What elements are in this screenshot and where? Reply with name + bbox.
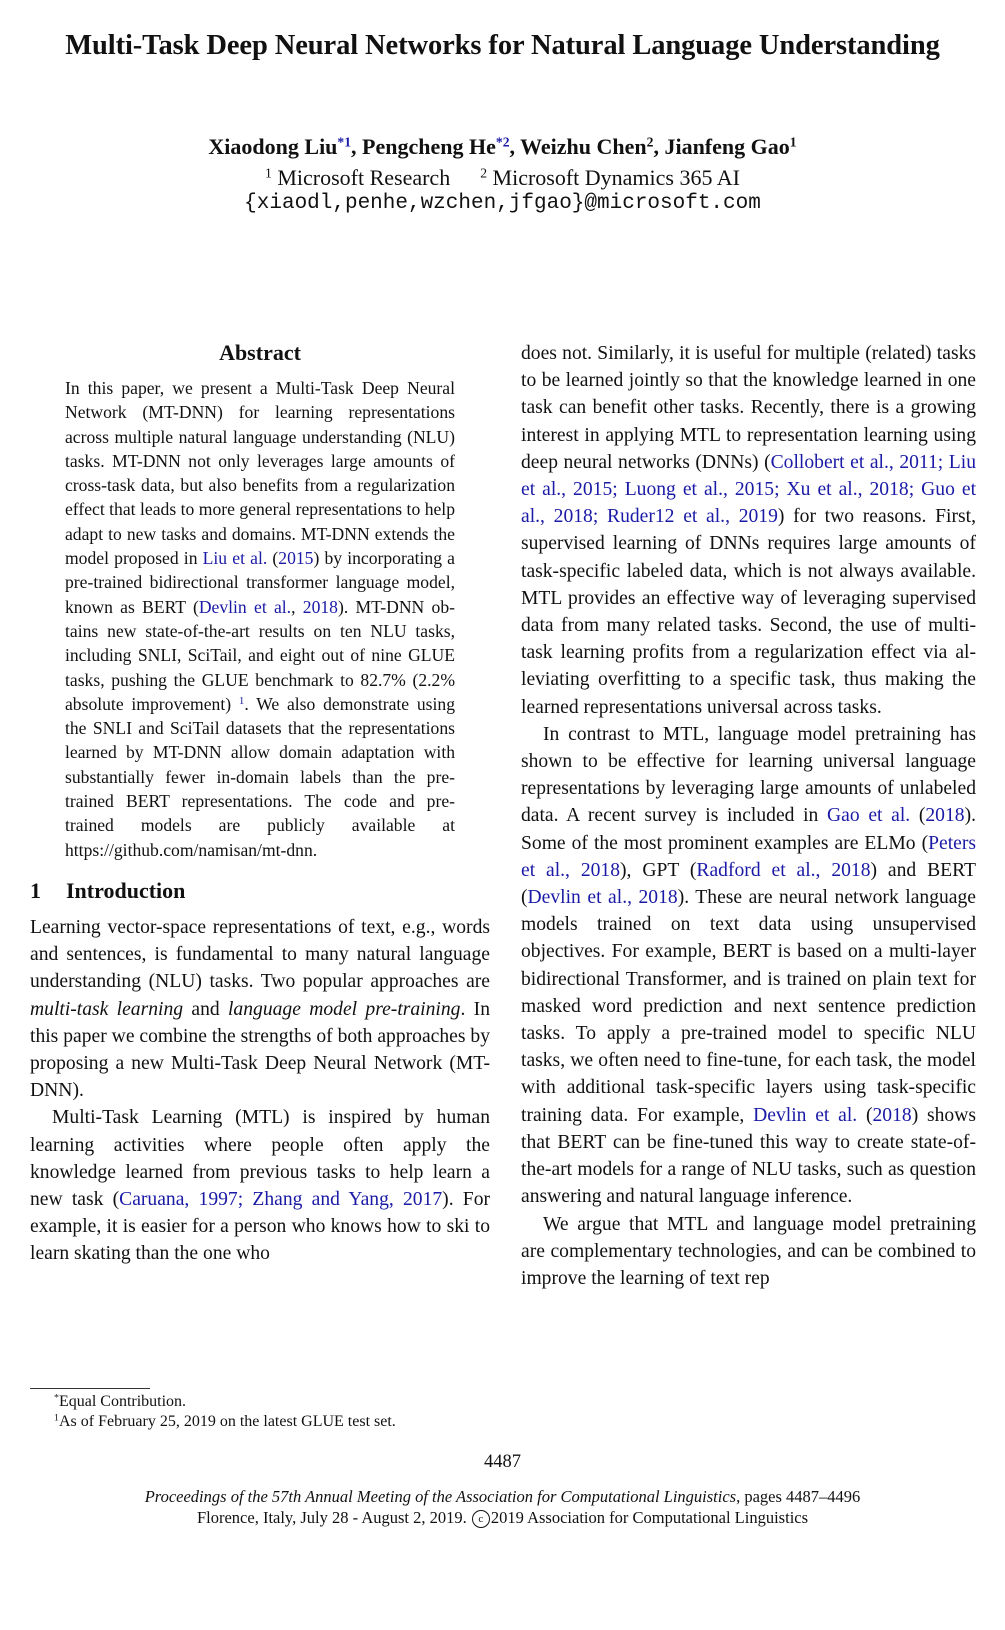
copyright-icon: c <box>472 1510 490 1528</box>
paragraph: Multi-Task Learning (MTL) is inspired by human learning activities where people often apply the knowledge learned from previous tasks to help learn a new task (Caruana, 1997; Zhang and Yang, 2017). For example, it is easier for a person who knows how to ski to learn skating than the one who <box>30 1107 491 1265</box>
affiliations <box>0 165 1005 191</box>
citation-link[interactable]: Devlin et al., 2018 <box>527 887 678 909</box>
citation-link[interactable]: Collobert et al., 2011 <box>770 451 938 473</box>
affiliation-name: Microsoft Research <box>277 165 451 190</box>
citation-link[interactable]: Devlin et al. <box>198 596 292 617</box>
citation-link[interactable]: Devlin et al. <box>753 1104 858 1126</box>
footnote-rule <box>30 1388 150 1389</box>
paragraph: In contrast to MTL, language model pretraining has shown to be effective for learning universal language representations by leveraging large amounts of unlabeled data. A recent survey is included in Gao et al. (2018). Some of the most prominent examples are ELMo (Peters et al., 2018), GPT (Radford et al., 2018) and BERT (Devlin et al., 2018). These are neural network language models trained on text data using unsupervised objectives. For example, BERT is based on a multi-layer bidirectional Transformer, and is trained on plain text for masked word prediction and next sentence prediction tasks. To apply a pre-trained model to specific NLU tasks, we often need to fine-tune, for each task, the model with additional task-specific layers using task-specific training data. For example, Devlin et al. (2018) shows that BERT can be fine-tuned this way to create state-of-the-art models for a range of NLU tasks, such as question answering and natural language inference. <box>521 723 976 1208</box>
citation-link[interactable]: 2015 <box>278 548 314 569</box>
paragraph: Learning vector-space representations of text, e.g., words and sentences, is fundamental to many natural language understanding (NLU) tasks. Two popular approaches are multi-task learning and language model pre-training. In this paper we combine the strengths of both approaches by proposing a new Multi-Task Deep Neural Network (MT-DNN). <box>30 916 490 1102</box>
author-mark: 1 <box>789 134 797 150</box>
affiliation-name: Microsoft Dynamics 365 AI <box>492 165 740 190</box>
footnote: *Equal Contribution. <box>54 1392 187 1410</box>
affiliation-mark: 2 <box>480 165 488 181</box>
citation-link[interactable]: 2018 <box>872 1104 912 1126</box>
citation-link[interactable]: Luong et al., 2015 <box>624 479 775 501</box>
author-name: Weizhu Chen <box>520 134 647 159</box>
footnote: $^1$As of February 25, 2019 on the latest GLUE test set. <box>54 1412 396 1430</box>
citation-link[interactable]: Radford et al., 2018 <box>696 859 871 881</box>
citation-link[interactable]: Gao et al. <box>827 805 911 827</box>
citation-link[interactable]: Caruana, 1997 <box>119 1188 238 1210</box>
left-column <box>30 340 490 1268</box>
abstract-body: In this paper, we present a Multi-Task Deep Neural Network (MT-DNN) for learning representations across multiple natural language understanding (NLU) tasks. MT-DNN not only leverages large amounts of cross-task data, but also benefits from a regularization effect that leads to more general representations to help adapt to new tasks and domains. MT-DNN extends the model proposed in Liu et al. (2015) by incorporating a pre-trained bidirectional transformer language model, known as BERT (Devlin et al., 2018). MT-DNN obtains new state-of-the-art results on ten NLU tasks, including SNLI, SciTail, and eight out of nine GLUE tasks, pushing the GLUE benchmark to 82.7% (2.2% absolute improvement) $^1$. We also demonstrate using the SNLI and SciTail datasets that the representations learned by MT-DNN allow domain adaptation with substantially fewer in-domain labels than the pre-trained BERT representations. The code and pre-trained models are publicly available at https://github.com/namisan/mt-dnn. <box>65 378 455 860</box>
citation-link[interactable]: Liu et al., 2015 <box>521 451 977 501</box>
author-list: Xiaodong Liu$^{*1}$, Pengcheng He$^{*2}$, Weizhu Chen$^2$, Jianfeng Gao$^1$ <box>208 134 797 159</box>
citation-link[interactable]: 2018 <box>925 805 965 827</box>
paragraph: We argue that MTL and language model pretraining are complementary technologies, and can be combined to improve the learning of text rep <box>521 1213 976 1289</box>
page-number: 4487 <box>484 1452 521 1472</box>
citation-link[interactable]: Ruder12 et al., 2019 <box>607 506 778 528</box>
paper-title: Multi-Task Deep Neural Networks for Natural Language Understanding <box>65 30 940 61</box>
citation-link[interactable]: Liu et al. <box>202 548 268 569</box>
abstract-heading: Abstract <box>219 340 301 365</box>
right-column <box>521 340 976 1292</box>
section-number: 1 <box>30 877 41 903</box>
author-mark: 2 <box>646 134 654 150</box>
author-name: Jianfeng Gao <box>664 134 790 159</box>
section-heading <box>30 878 490 904</box>
footnote-ref-link[interactable]: 1 <box>238 694 245 707</box>
paragraph-continued: does not. Similarly, it is useful for multiple (related) tasks to be learned jointly so that the knowledge learned in one task can benefit other tasks. Recently, there is a growing interest in applying MTL to representation learning using deep neural networks (DNNs) (Collobert et al., 2011; Liu et al., 2015; Luong et al., 2015; Xu et al., 2018; Guo et al., 2018; Ruder12 et al., 2019) for two reasons. First, supervised learning of DNNs requires large amounts of task-specific labeled data, which is not always available. MTL provides an effective way of leveraging supervised data from many related tasks. Second, the use of multi-task learning profits from a regularization effect via alleviating overfitting to a specific task, thus making the learned representations universal across tasks. <box>521 343 977 718</box>
author-email: {xiaodl,penhe,wzchen,jfgao}@microsoft.com <box>244 192 761 215</box>
author-name: Xiaodong Liu <box>208 134 338 159</box>
section-title: Introduction <box>66 877 186 903</box>
citation-link[interactable]: Guo et al., 2018 <box>521 479 977 528</box>
citation-link[interactable]: Zhang and Yang, 2017 <box>252 1188 443 1210</box>
author-name: Pengcheng He <box>362 134 496 159</box>
citation-link[interactable]: Xu et al., 2018 <box>786 479 909 501</box>
author-mark: *1 <box>337 134 352 150</box>
affiliation-mark: 1 <box>265 165 272 181</box>
proceedings-line: Proceedings of the 57th Annual Meeting of the Association for Computational Linguistics, pages 4487–4496 <box>144 1487 861 1506</box>
venue-line: Florence, Italy, July 28 - August 2, 2019. c 2019 Association for Computational Linguistics <box>196 1508 809 1527</box>
author-mark: *2 <box>495 134 510 150</box>
citation-link[interactable]: Peters et al., 2018 <box>521 832 976 881</box>
citation-link[interactable]: 2018 <box>302 596 338 617</box>
